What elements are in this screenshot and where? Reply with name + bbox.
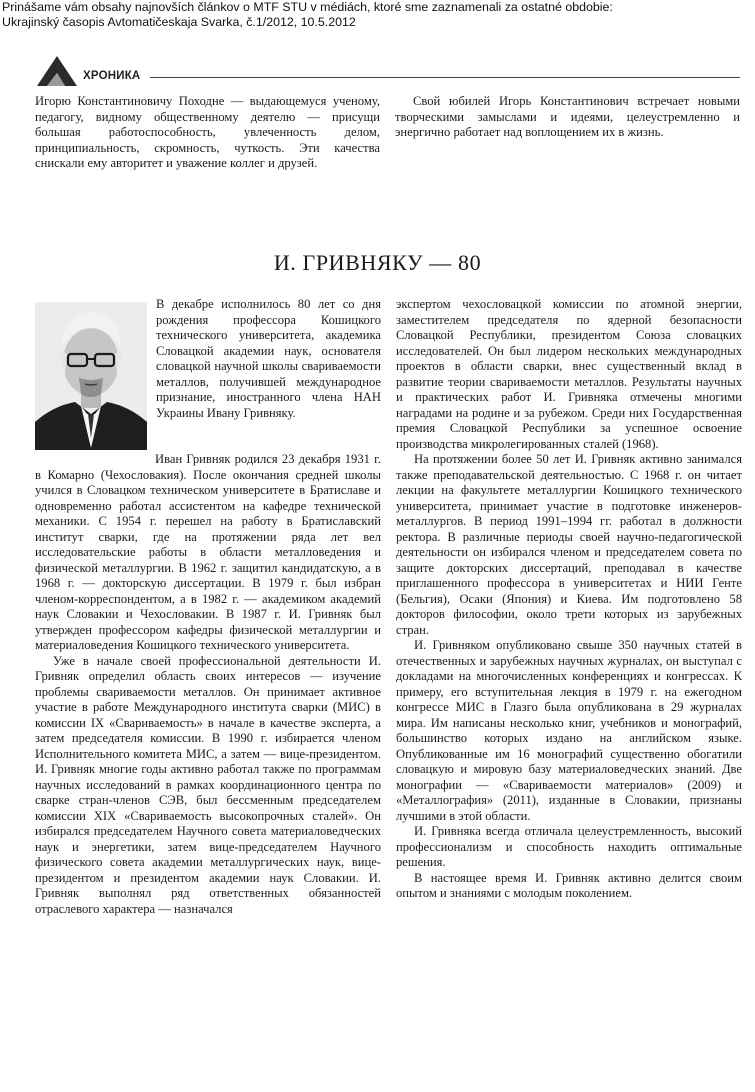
article-title: И. ГРИВНЯКУ — 80 xyxy=(273,250,482,275)
paragraph: В декабре исполнилось 80 лет со дня рождения профессора Кошицкого технического университета, академика Словацкой академии наук, основателя словацкой научной школы свариваемости металлов, получившей международное признание, иностранного члена НАН Украины Ивану Гривняку. xyxy=(156,297,381,420)
article-intro xyxy=(156,297,381,421)
paragraph: Свой юбилей Игорь Константинович встречает новыми творческими замыслами и идеями, целеустремленно и энергично работает над воплощением их в жизнь. xyxy=(395,94,740,139)
paragraph: Игорю Константиновичу Походне — выдающемуся ученому, педагогу, видному общественному деятелю — присущи большая работоспособность, увлеченность делом, принципиальность, скромность, чуткость. Эти качества снискали ему авторитет и уважение коллег и друзей. xyxy=(35,94,380,170)
paragraph: экспертом чехословацкой комиссии по атомной энергии, заместителем председателя по ядерной безопасности Словацкой Республики, президентом Союза словацких исследователей. Он был лидером нескольких международных проектов в области сварки, внес существенный вклад в развитие теории свариваемости металлов. Результаты научных и практических работ И. Гривняка отмечены многими наградами на родине и за рубежом. Среди них Государственная премия Словацкой Республики за успешное освоение производства микролегированных сталей (1968). xyxy=(396,297,742,451)
paragraph: И. Гривняком опубликовано свыше 350 научных статей в отечественных и зарубежных научных журналах, он выступал с докладами на многочисленных конференциях и конгрессах. К примеру, его вступительная лекция в 1979 г. на ежегодном конгрессе МИС в Глазго была опубликована в 29 журналах мира. Им написаны несколько книг, учебников и монографий, большинство которых издано на английском языке. Опубликованные им 16 монографий существенно обогатили словацкую и мировую базу материаловедческих знаний. Две монографии — «Свариваемости материалов» (2009) и «Металлография» (2011), изданные в Словакии, признаны лучшими в этой области. xyxy=(396,638,742,823)
paragraph: И. Гривняка всегда отличала целеустремленность, высокий профессионализм и способность находить оптимальные решения. xyxy=(396,824,742,869)
article-right-column xyxy=(396,297,742,902)
chronicle-logo-icon xyxy=(35,54,79,88)
section-header xyxy=(35,54,740,88)
paragraph: Уже в начале своей профессиональной деятельности И. Гривняк определил область своих интересов — изучение проблемы свариваемости металлов. Он принимает активное участие в работе Международного института сварки (МИС) в комиссии IX «Свариваемость» в начале в качестве эксперта, а затем председателя комиссии. В 1990 г. избирается членом Исполнительного комитета МИС, а затем — вице-президентом. И. Гривняк многие годы активно работал также по программам научных исследований в рамках координационного центра по сварке стран-членов СЭВ, был бессменным председателем комиссии XIX «Свариваемость высокопрочных сталей». Он избирался председателем Научного совета материаловедческих наук и энергетики, затем вице-председателем Научного физического совета академии металлургических наук, вице-президентом и президентом академии наук Словакии. И. Гривняк выполнял ряд ответственных обязанностей отраслевого характера — назначался xyxy=(35,653,381,916)
section-label: ХРОНИКА xyxy=(83,70,141,82)
paragraph: На протяжении более 50 лет И. Гривняк активно занимался также преподавательской деятельностью. С 1968 г. он читает лекции на факультете металлургии Кошицкого технического университета, принимает участие в подготовке инженеров-металлургов. В период 1991–1994 гг. работал в должности ректора. В различные периоды своей научно-педагогической деятельности он избирался членом и председателем совета по защите докторских диссертаций, преподавал в качестве приглашенного профессора в университетах и НИИ Генте (Бельгия), Осаки (Япония) и Киева. Им подготовлено 58 докторов философии, около трети которых из зарубежных стран. xyxy=(396,452,742,637)
previous-article-column-2 xyxy=(395,94,740,141)
portrait-image xyxy=(35,302,147,450)
article-left-column xyxy=(35,452,381,917)
media-notice-line-1: Prinášame vám obsahy najnovších článkov o MTF STU v médiách, ktoré sme zaznamenali za ostatné obdobie: xyxy=(2,0,613,14)
media-notice xyxy=(2,0,752,30)
section-divider xyxy=(150,77,740,78)
paragraph: В настоящее время И. Гривняк активно делится своим опытом и знаниями с молодым поколением. xyxy=(396,870,742,900)
media-notice-line-2: Ukrajinský časopis Avtomatičeskaja Svarka, č.1/2012, 10.5.2012 xyxy=(2,15,356,29)
previous-article-column-1 xyxy=(35,94,380,172)
portrait-photo xyxy=(35,302,147,450)
paragraph: Иван Гривняк родился 23 декабря 1931 г. в Комарно (Чехословакия). После окончания средней школы учился в Словацком техническом университете в Братиславе и одновременно работал ассистентом на кафедре технической механики. С 1954 г. перешел на работу в Братиславский институт сварки, где на протяжении ряда лет вел исследовательские работы в области металловедения и физической металлургии. В 1962 г. защитил кандидатскую, а в 1968 г. — докторскую диссертации. В 1979 г. был избран членом-корреспондентом, а в 1982 г. — академиком академий наук Словакии и Чехословакии. В 1987 г. И. Гривняк был утвержден профессором кафедры физической металлургии и материаловедения Кошицкого технического университета. xyxy=(35,452,381,652)
